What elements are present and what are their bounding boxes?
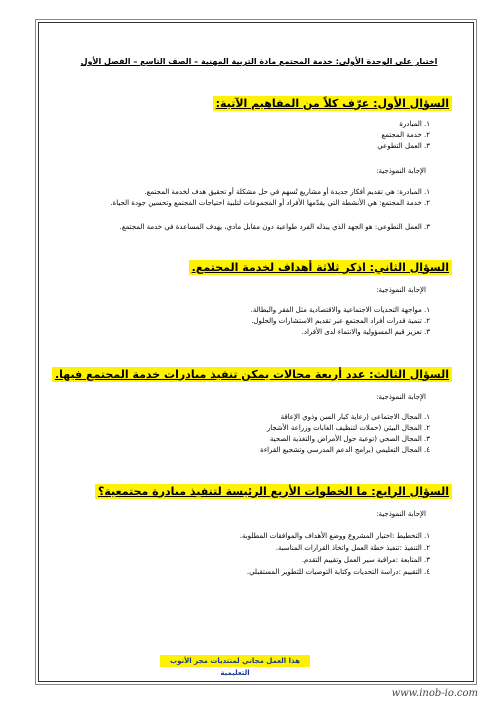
q4-answer: ٢. التنفيذ :تنفيذ خطة العمل واتخاذ القرارات المناسبة. [275,544,430,552]
q1-answer-label: الإجابة النموذجية: [376,167,426,175]
site-url[interactable]: www.inob-io.com [391,688,478,699]
q1-answer: ٣. العمل التطوعي: هو الجهد الذي يبذله الفرد طواعية دون مقابل مادي، يهدف المساعدة في خدمة المجتمع. [119,223,430,231]
document-title: اختبار على الوحدة الأولى: خدمة المجتمع مادة التربية المهنية – الصف التاسع – الفصل الأول [80,57,438,66]
question-2-heading: السؤال الثاني: اذكر ثلاثة أهداف لخدمة المجتمع. [183,258,458,276]
q2-answer: ٢. تنمية قدرات أفراد المجتمع عبر تقديم الاستشارات والحلول. [251,317,430,325]
q4-answer: ١. التخطيط :اختيار المشروع ووضع الأهداف والموافقات المطلوبة. [239,532,430,540]
question-1-heading: السؤال الأول: عرّف كلاً من المفاهيم الآتية: [207,94,458,112]
q2-answer-label: الإجابة النموذجية: [376,286,426,294]
question-3-heading: السؤال الثالث: عدد أربعة مجالات يمكن تنفيذ مبادرات خدمة المجتمع فيها. [46,365,458,383]
q1-answer: ١. المبادرة: هي تقديم أفكار جديدة أو مشاريع تُسهم في حل مشكلة أو تحقيق هدف لخدمة المجتمع. [144,188,430,196]
q1-item: ٢. خدمة المجتمع [381,131,430,139]
q1-answer: ٢. خدمة المجتمع: هي الأنشطة التي يقدّمها الأفراد أو المجموعات لتلبية احتياجات المجتمع وتحسين جودة الحياة. [110,199,430,207]
q3-answer: ٤. المجال التعليمي (برامج الدعم المدرسي وتشجيع القراءة [260,446,430,454]
q3-answer: ٣. المجال الصحي (توعية حول الأمراض والتغذية الصحية [269,435,430,443]
question-4-heading: السؤال الرابع: ما الخطوات الأربع الرئيسة لتنفيذ مبادرة مجتمعية؟ [89,482,458,500]
q1-item: ٣. العمل التطوعي [377,142,430,150]
q3-answer-label: الإجابة النموذجية: [376,393,426,401]
q3-answer: ٢. المجال البيئي (حملات لتنظيف الغابات وزراعة الأشجار [266,424,430,432]
footer-banner: هذا العمل مجاني لمنتديات مجر الأنوب التعليمية [160,655,310,667]
q2-answer: ٣. تعزيز قيم المسؤولية والانتماء لدى الأفراد. [301,328,430,336]
q4-answer: ٤. التقييم :دراسة التحديات وكتابة التوصيات للتطوير المستقبلي. [246,568,430,576]
q4-answer-label: الإجابة النموذجية: [376,510,426,518]
q2-answer: ١. مواجهة التحديات الاجتماعية والاقتصادية مثل الفقر والبطالة. [250,306,430,314]
q4-answer: ٣. المتابعة :مراقبة سير العمل وتقييم التقدم. [301,556,430,564]
q3-answer: ١. المجال الاجتماعي (رعاية كبار السن وذوي الإعاقة [280,413,430,421]
q1-item: ١. المبادرة [399,120,430,128]
